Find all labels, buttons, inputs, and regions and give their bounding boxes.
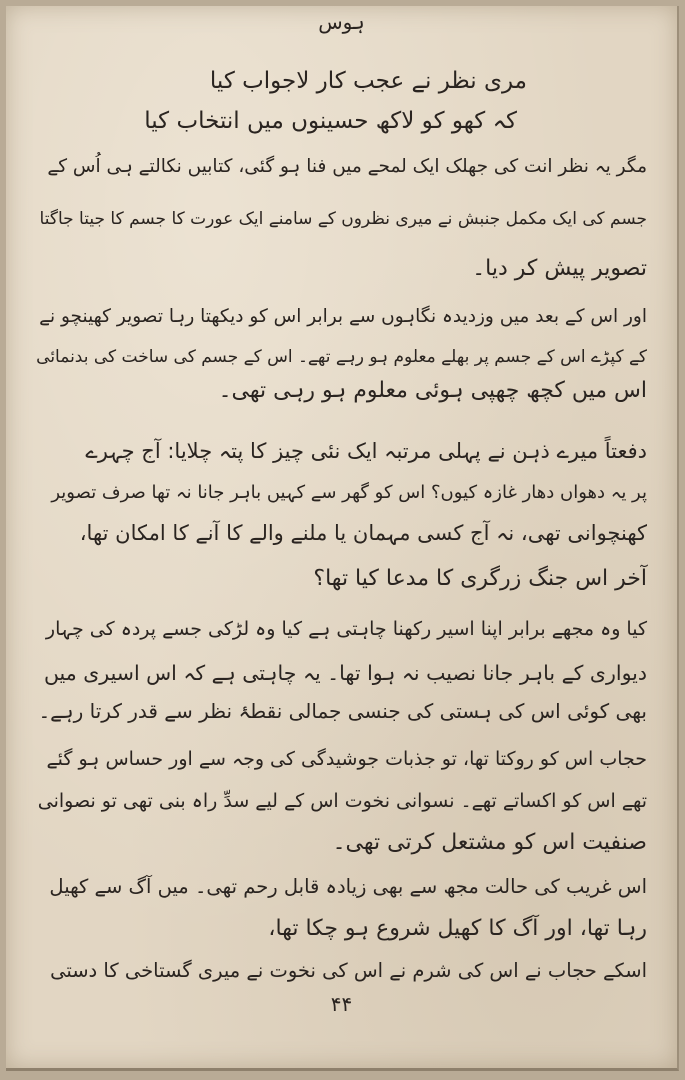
text-line: رہا تھا، اور آگ کا کھیل شروع ہو چکا تھا،	[268, 916, 647, 941]
text-line: اسکے حجاب نے اس کی شرم نے اس کی نخوت نے میری گستاخی کا دستی	[50, 959, 647, 982]
text-line: پر یہ دھواں دھار غازہ کیوں؟ اس کو گھر سے کہیں باہر جانا نہ تھا صرف تصویر	[51, 482, 647, 503]
verse-line: مری نظر نے عجب کار لاجواب کیا	[209, 68, 527, 94]
text-line: صنفیت اس کو مشتعل کرتی تھی۔	[332, 830, 647, 855]
text-line: کے کپڑے اس کے جسم پر بھلے معلوم ہو رہے تھے۔ اس کے جسم کی ساخت کی بدنمائی	[36, 347, 647, 367]
text-line: مگر یہ نظر انت کی جھلک ایک لمحے میں فنا ہو گئی، کتابیں نکالتے ہی اُس کے	[47, 156, 647, 177]
text-line: دیواری کے باہر جانا نصیب نہ ہوا تھا۔ یہ چاہتی ہے کہ اس اسیری میں	[43, 661, 647, 685]
book-page	[6, 6, 679, 1071]
text-line: جسم کی ایک مکمل جنبش نے میری نظروں کے سامنے ایک عورت کا جسم کا جیتا جاگتا	[39, 209, 647, 229]
text-line: تصویر پیش کر دیا۔	[472, 256, 647, 281]
text-line: اس میں کچھ چھپی ہوئی معلوم ہو رہی تھی۔	[218, 378, 647, 403]
page-number: ۴۴	[330, 992, 353, 1016]
text-line: کیا وہ مجھے برابر اپنا اسیر رکھنا چاہتی ہے کیا وہ لڑکی جسے پردہ کی چہار	[45, 618, 647, 640]
text-line: بھی کوئی اس کی ہستی کی جنسی جمالی نقطۂ نظر سے قدر کرتا رہے۔	[38, 699, 647, 723]
text-line: تھے اس کو اکساتے تھے۔ نسوانی نخوت اس کے لیے سدِّ راہ بنی تھی تو نصوانی	[37, 790, 647, 812]
text-line: دفعتاً میرے ذہن نے پہلی مرتبہ ایک نئی چیز کا پتہ چلایا: آج چہرے	[85, 439, 647, 463]
verse-line: کہ کھو کو لاکھ حسینوں میں انتخاب کیا	[144, 108, 517, 134]
text-line: حجاب اس کو روکتا تھا، تو جذبات جوشیدگی کی وجہ سے اور حساس ہو گئے	[46, 748, 647, 770]
text-line: اور اس کے بعد میں وزدیدہ نگاہوں سے برابر اس کو دیکھتا رہا تصویر کھینچو نے	[39, 306, 647, 327]
text-line: آخر اس جنگ زرگری کا مدعا کیا تھا؟	[313, 566, 647, 591]
text-line: کھنچوانی تھی، نہ آج کسی مہمان یا ملنے والے کا آنے کا امکان تھا،	[79, 521, 647, 545]
text-line: اس غریب کی حالت مجھ سے بھی زیادہ قابل رحم تھی۔ میں آگ سے کھیل	[49, 875, 647, 898]
page-title: ہوس	[318, 10, 365, 34]
